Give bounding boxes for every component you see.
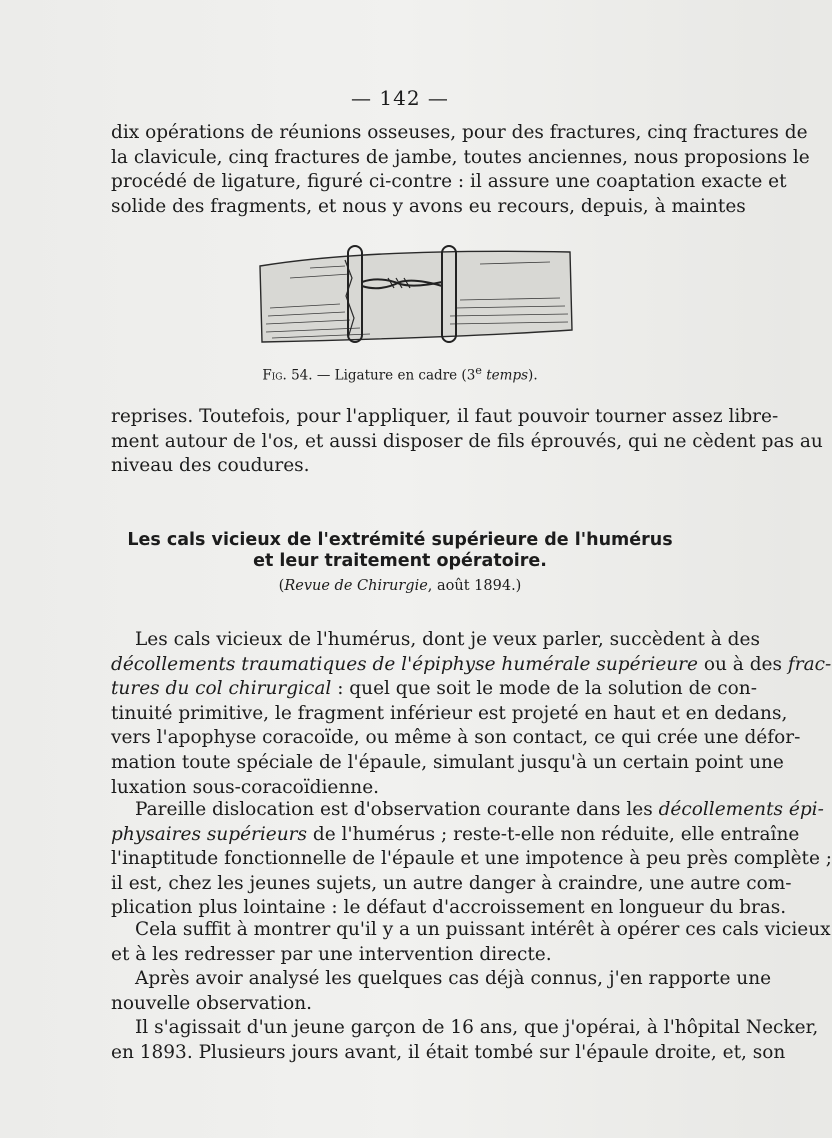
text-fragment: : quel que soit le mode de la solution de con- bbox=[331, 678, 757, 700]
italic-term: physaires supérieurs bbox=[111, 823, 307, 845]
caption-close: ). bbox=[528, 367, 538, 384]
figure-caption bbox=[0, 364, 800, 384]
after-figure-paragraph bbox=[111, 405, 823, 479]
source-date: , août 1894.) bbox=[427, 578, 522, 594]
body-paragraph-5 bbox=[111, 1016, 819, 1065]
bone-ligature-illustration bbox=[250, 238, 580, 358]
text-line: vers l'apophyse coracoïde, ou même à son contact, ce qui crée une défor- bbox=[111, 727, 801, 749]
text-fragment: de l'humérus ; reste-t-elle non réduite, elle entraîne bbox=[306, 823, 800, 845]
heading-line-2: et leur traitement opératoire. bbox=[253, 551, 547, 571]
text-line: tinuité primitive, le fragment inférieur est projeté en haut et en dedans, bbox=[111, 702, 788, 724]
caption-italic: temps bbox=[486, 367, 529, 384]
body-paragraph-3 bbox=[111, 918, 831, 967]
text-line: plication plus lointaine : le défaut d'accroissement en longueur du bras. bbox=[111, 897, 787, 919]
text-line: nouvelle observation. bbox=[111, 992, 313, 1014]
text-fragment: Pareille dislocation est d'observation courante dans les bbox=[135, 799, 659, 820]
text-line: Les cals vicieux de l'humérus, dont je veux parler, succèdent à des bbox=[135, 629, 760, 650]
text-line: Cela suffit à montrer qu'il y a un puissant intérêt à opérer ces cals vicieux bbox=[135, 919, 831, 940]
text-line bbox=[111, 798, 824, 823]
body-paragraph-4 bbox=[111, 967, 772, 1016]
italic-term: frac- bbox=[787, 653, 832, 675]
caption-text: — Ligature en cadre (3 bbox=[316, 367, 476, 384]
text-line: Il s'agissait d'un jeune garçon de 16 ans, que j'opérai, à l'hôpital Necker, bbox=[135, 1017, 819, 1038]
section-source bbox=[0, 578, 800, 594]
heading-line-1: Les cals vicieux de l'extrémité supérieure de l'humérus bbox=[127, 530, 673, 550]
text-line: mation toute spéciale de l'épaule, simulant jusqu'à un certain point une bbox=[111, 751, 784, 773]
source-open: ( bbox=[278, 578, 285, 594]
text-line: dix opérations de réunions osseuses, pour des fractures, cinq fractures de bbox=[111, 122, 808, 143]
text-line: Après avoir analysé les quelques cas déjà connus, j'en rapporte une bbox=[135, 968, 772, 989]
text-line: ment autour de l'os, et aussi disposer de fils éprouvés, qui ne cèdent pas au bbox=[111, 430, 823, 452]
text-line: et à les redresser par une intervention directe. bbox=[111, 943, 552, 965]
text-line: en 1893. Plusieurs jours avant, il était tombé sur l'épaule droite, et, son bbox=[111, 1041, 786, 1063]
text-line: la clavicule, cinq fractures de jambe, toutes anciennes, nous proposions le bbox=[111, 146, 810, 168]
text-line bbox=[111, 677, 757, 702]
source-journal: Revue de Chirurgie bbox=[284, 578, 428, 594]
text-line bbox=[111, 823, 800, 848]
text-line: luxation sous-coracoïdienne. bbox=[111, 776, 380, 798]
italic-term: décollements épi- bbox=[658, 799, 824, 820]
caption-superscript: e bbox=[475, 364, 482, 377]
body-paragraph-2 bbox=[111, 798, 832, 921]
figure-number: Fig. 54. bbox=[262, 367, 313, 384]
text-line: procédé de ligature, figuré ci-contre : il assure une coaptation exacte et bbox=[111, 171, 787, 193]
text-line bbox=[111, 653, 832, 678]
italic-term: décollements traumatiques de l'épiphyse humérale supérieure bbox=[111, 653, 698, 675]
body-paragraph-1 bbox=[111, 628, 832, 800]
page-number: — 142 — bbox=[351, 86, 449, 110]
text-line: l'inaptitude fonctionnelle de l'épaule et une impotence à peu près complète ; bbox=[111, 848, 832, 870]
text-line: reprises. Toutefois, pour l'appliquer, il faut pouvoir tourner assez libre- bbox=[111, 406, 779, 427]
text-fragment: ou à des bbox=[697, 653, 788, 675]
intro-paragraph bbox=[111, 121, 810, 219]
italic-term: tures du col chirurgical bbox=[111, 678, 332, 700]
text-line: solide des fragments, et nous y avons eu recours, depuis, à maintes bbox=[111, 195, 746, 217]
text-line: il est, chez les jeunes sujets, un autre danger à craindre, une autre com- bbox=[111, 872, 792, 894]
section-heading bbox=[0, 530, 800, 572]
text-line: niveau des coudures. bbox=[111, 455, 310, 477]
